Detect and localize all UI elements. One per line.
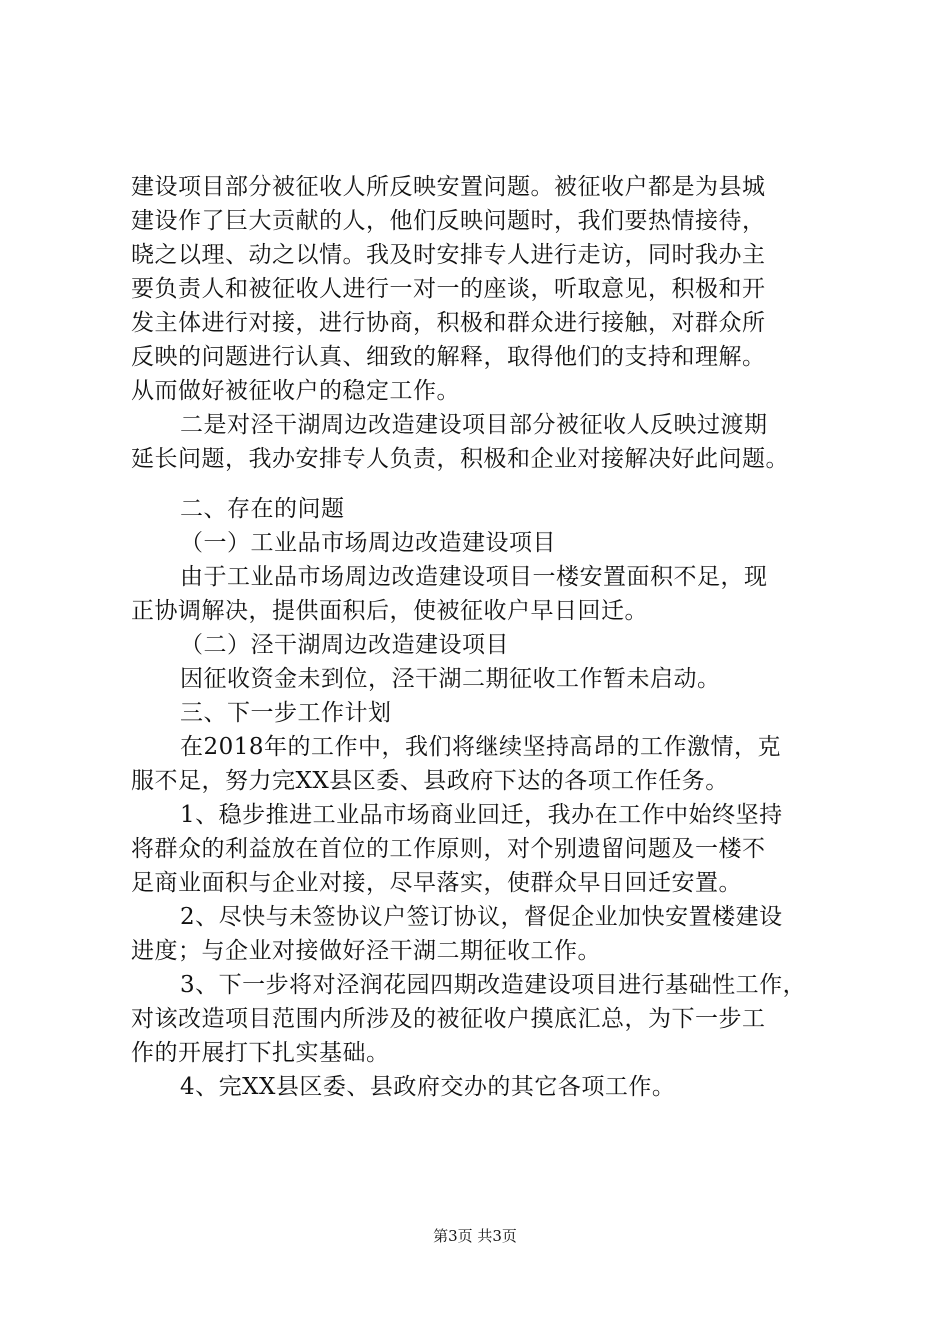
section-heading: 三、下一步工作计划 <box>180 700 392 726</box>
paragraph-line: 在2018年的工作中，我们将继续坚持高昂的工作激情，克 <box>180 734 782 760</box>
list-item-line: 进度；与企业对接做好泾干湖二期征收工作。 <box>131 938 601 964</box>
paragraph-line: 建设项目部分被征收人所反映安置问题。被征收户都是为县城 <box>131 174 766 200</box>
list-item-line: 1、稳步推进工业品市场商业回迁，我办在工作中始终坚持 <box>180 802 783 828</box>
page-footer: 第3页 共3页 <box>433 1227 517 1245</box>
paragraph-line: 因征收资金未到位，泾干湖二期征收工作暂未启动。 <box>180 666 721 692</box>
list-item-line: 3、下一步将对泾润花园四期改造建设项目进行基础性工作， <box>180 972 807 998</box>
paragraph-line: 发主体进行对接，进行协商，积极和群众进行接触，对群众所 <box>131 310 766 336</box>
list-item-line: 2、尽快与未签协议户签订协议，督促企业加快安置楼建设 <box>180 904 783 930</box>
paragraph-line: 由于工业品市场周边改造建设项目一楼安置面积不足，现 <box>180 564 768 590</box>
list-item-line: 4、完XX县区委、县政府交办的其它各项工作。 <box>180 1074 676 1100</box>
list-item-line: 作的开展打下扎实基础。 <box>131 1040 390 1066</box>
list-item-line: 对该改造项目范围内所涉及的被征收户摸底汇总，为下一步工 <box>131 1006 766 1032</box>
paragraph-line: 从而做好被征收户的稳定工作。 <box>131 378 460 404</box>
list-item-line: 将群众的利益放在首位的工作原则，对个别遗留问题及一楼不 <box>131 836 766 862</box>
subsection-heading: （一）工业品市场周边改造建设项目 <box>180 530 556 556</box>
paragraph-line: 建设作了巨大贡献的人，他们反映问题时，我们要热情接待， <box>131 208 766 234</box>
paragraph-line: 服不足，努力完XX县区委、县政府下达的各项工作任务。 <box>131 768 729 794</box>
paragraph-line: 正协调解决，提供面积后，使被征收户早日回迁。 <box>131 598 648 624</box>
paragraph-line: 要负责人和被征收人进行一对一的座谈，听取意见，积极和开 <box>131 276 766 302</box>
section-heading: 二、存在的问题 <box>180 496 345 522</box>
paragraph-line: 二是对泾干湖周边改造建设项目部分被征收人反映过渡期 <box>180 412 768 438</box>
paragraph-line: 反映的问题进行认真、细致的解释，取得他们的支持和理解。 <box>131 344 766 370</box>
paragraph-line: 晓之以理、动之以情。我及时安排专人进行走访，同时我办主 <box>131 242 766 268</box>
paragraph-line: 延长问题，我办安排专人负责，积极和企业对接解决好此问题。 <box>131 446 789 472</box>
subsection-heading: （二）泾干湖周边改造建设项目 <box>180 632 509 658</box>
list-item-line: 足商业面积与企业对接，尽早落实，使群众早日回迁安置。 <box>131 870 742 896</box>
